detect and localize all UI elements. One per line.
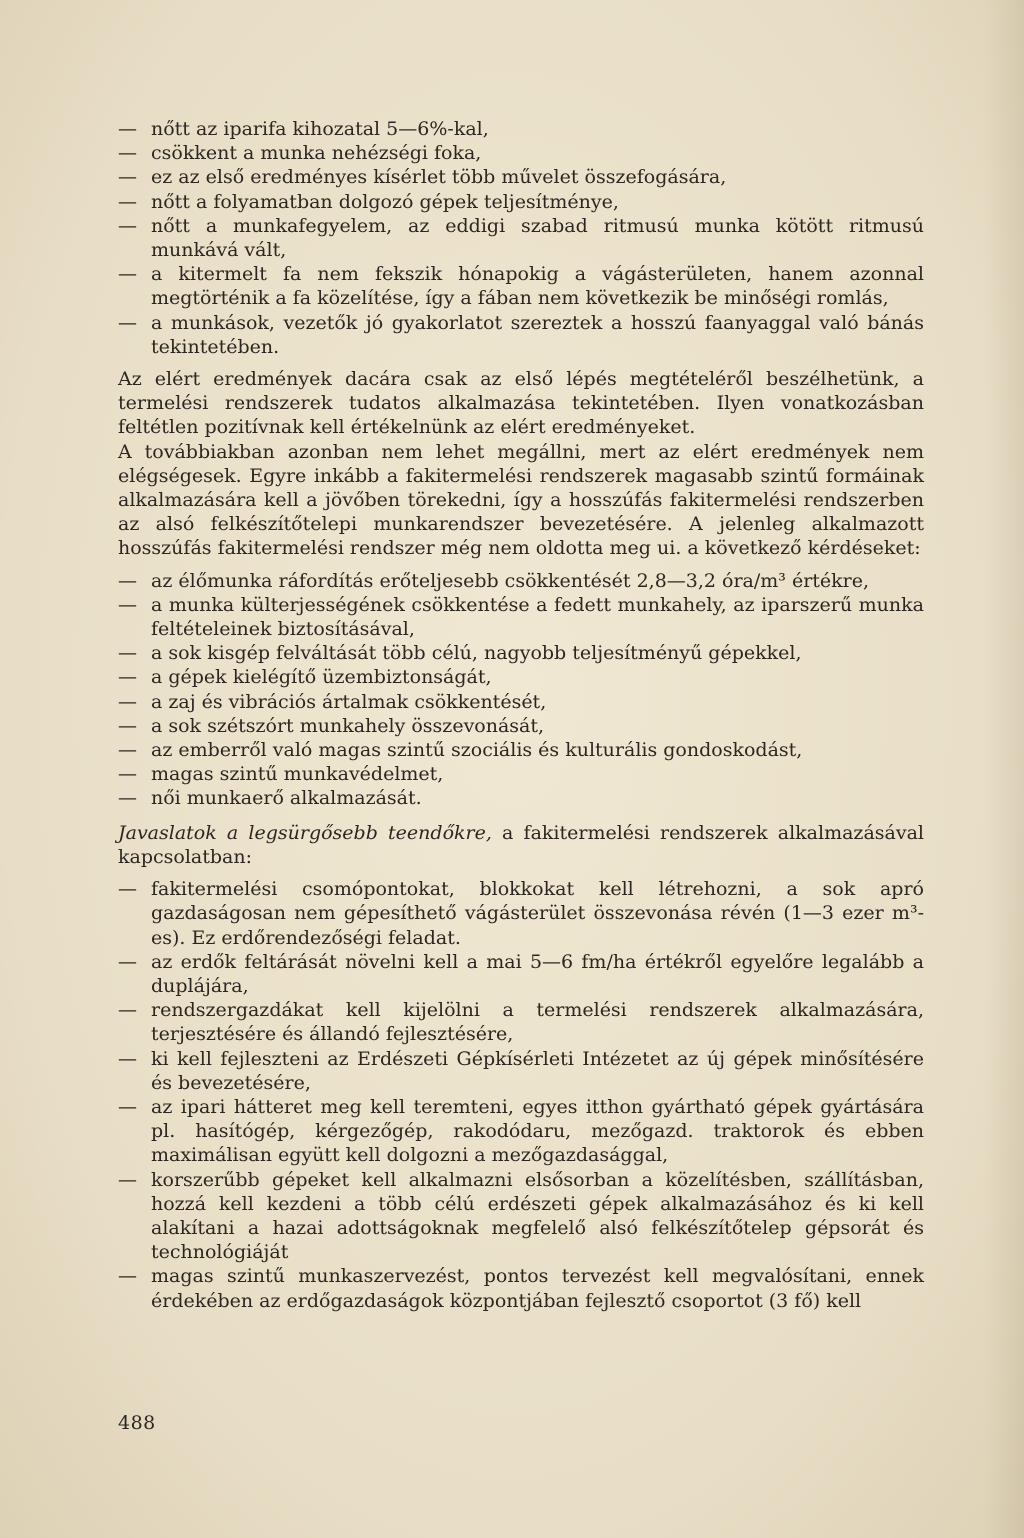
dash-marker: — (118, 642, 137, 665)
dash-marker: — (118, 714, 137, 737)
list-item: — magas szintű munkaszervezést, pontos tervezést kell megvalósítani, ennek érdekében az erdőgazdaságok központjában fejlesztő csoportot (3 fő) kell (118, 1265, 924, 1312)
dash-marker: — (118, 739, 137, 762)
dash-marker: — (118, 1168, 137, 1191)
dash-marker: — (118, 118, 137, 140)
dash-marker: — (118, 166, 137, 189)
dash-marker: — (118, 763, 137, 786)
results-list (118, 117, 924, 359)
list-item: — a zaj és vibrációs ártalmak csökkentését, (118, 690, 547, 713)
dash-marker: — (118, 950, 137, 973)
page-number: 488 (118, 1412, 156, 1434)
dash-marker: — (118, 593, 137, 616)
dash-marker: — (118, 666, 137, 689)
list-item: — női munkaerő alkalmazását. (118, 787, 422, 810)
list-item: — a gépek kielégítő üzembiztonságát, (118, 666, 492, 689)
dash-marker: — (118, 214, 137, 237)
dash-marker: — (118, 569, 137, 592)
list-item: — a munkások, vezetők jó gyakorlatot szereztek a hosszú faanyaggal való bánás tekintetében. (118, 311, 924, 358)
list-item: — nőtt a munkafegyelem, az eddigi szabad ritmusú munka kötött ritmusú munkává vált, (118, 214, 924, 262)
page-text (118, 117, 924, 1313)
paragraph-proposals: Javaslatok a legsürgősebb teendőkre, a fakitermelési rendszerek alkalmazásával kapcsolatban: (118, 821, 924, 868)
dash-marker: — (118, 1095, 137, 1118)
list-item: — ez az első eredményes kísérlet több művelet összefogására, (118, 166, 727, 189)
list-item: — csökkent a munka nehézségi foka, (118, 142, 482, 165)
dash-marker: — (118, 878, 137, 901)
list-item: — ki kell fejleszteni az Erdészeti Gépkísérleti Intézetet az új gépek minősítésére és bevezetésére, (118, 1047, 924, 1094)
list-item: — nőtt a folyamatban dolgozó gépek teljesítménye, (118, 190, 619, 213)
list-item: — fakitermelési csomópontokat, blokkokat kell létrehozni, a sok apró gazdaságosan nem gépesíthető vágásterület összevonása révén (1—3 ezer m³-es). Ez erdőrendezőségi feladat. (118, 878, 924, 949)
list-item: — a sok szétszórt munkahely összevonását, (118, 714, 545, 737)
proposals-list (118, 877, 924, 1313)
list-item: — a munka külterjességének csökkentése a fedett munkahely, az iparszerű munka feltételeinek biztosításával, (118, 593, 924, 641)
paragraph-results: Az elért eredmények dacára csak az első lépés megtételéről beszélhetünk, a termelési rendszerek tudatos alkalmazása tekintetében. Ilyen vonatkozásban feltétlen pozitívnak kell értékelnünk az elért eredményeket. (118, 368, 924, 439)
list-item: — az emberről való magas szintű szociális és kulturális gondoskodást, (118, 739, 803, 762)
list-item: — nőtt az iparifa kihozatal 5—6%-kal, (118, 118, 489, 140)
open-questions-list (118, 569, 924, 811)
dash-marker: — (118, 1047, 137, 1070)
dash-marker: — (118, 1265, 137, 1288)
list-item: — a kitermelt fa nem fekszik hónapokig a vágásterületen, hanem azonnal megtörténik a fa közelítése, így a fában nem következik be minőségi romlás, (118, 263, 924, 310)
dash-marker: — (118, 263, 137, 286)
list-item: — korszerűbb gépeket kell alkalmazni elsősorban a közelítésben, szállításban, hozzá kell kezdeni a több célú erdészeti gépek alkalmazásához és ki kell alakítani a hazai adottságoknak megfelelő alsó felkészítőtelep gépsorát és technológiáját (118, 1168, 924, 1264)
dash-marker: — (118, 142, 137, 165)
list-item: — a sok kisgép felváltását több célú, nagyobb teljesítményű gépekkel, (118, 642, 802, 665)
list-item: — az élőmunka ráfordítás erőteljesebb csökkentését 2,8—3,2 óra/m³ értékre, (118, 569, 870, 592)
proposals-heading: Javaslatok a legsürgősebb teendőkre, (118, 821, 492, 844)
list-item: — az erdők feltárását növelni kell a mai 5—6 fm/ha értékről egyelőre legalább a duplájára, (118, 950, 924, 997)
page-edge-shadow (984, 0, 1024, 1538)
dash-marker: — (118, 311, 137, 334)
list-item: — az ipari hátteret meg kell teremteni, egyes itthon gyártható gépek gyártására pl. hasítógép, kérgezőgép, rakodódaru, mezőgazd. traktorok és ebben maximálisan együtt kell dolgozni a mezőgazdasággal, (118, 1095, 924, 1167)
dash-marker: — (118, 999, 137, 1022)
dash-marker: — (118, 190, 137, 213)
paragraph-questions: A továbbiakban azonban nem lehet megállni, mert az elért eredmények nem elégségesek. Egyre inkább a fakitermelési rendszerek magasabb szintű formáinak alkalmazására kell a jövőben törekedni, így a hosszúfás fakitermelési rendszerben az alsó felkészítőtelepi munkarendszer bevezetésére. A jelenleg alkalmazott hosszúfás fakitermelési rendszer még nem oldotta meg ui. a következő kérdéseket: (118, 440, 924, 560)
list-item: — magas szintű munkavédelmet, (118, 763, 444, 786)
dash-marker: — (118, 787, 137, 810)
dash-marker: — (118, 690, 137, 713)
list-item: — rendszergazdákat kell kijelölni a termelési rendszerek alkalmazására, terjesztésére és állandó fejlesztésére, (118, 999, 924, 1046)
